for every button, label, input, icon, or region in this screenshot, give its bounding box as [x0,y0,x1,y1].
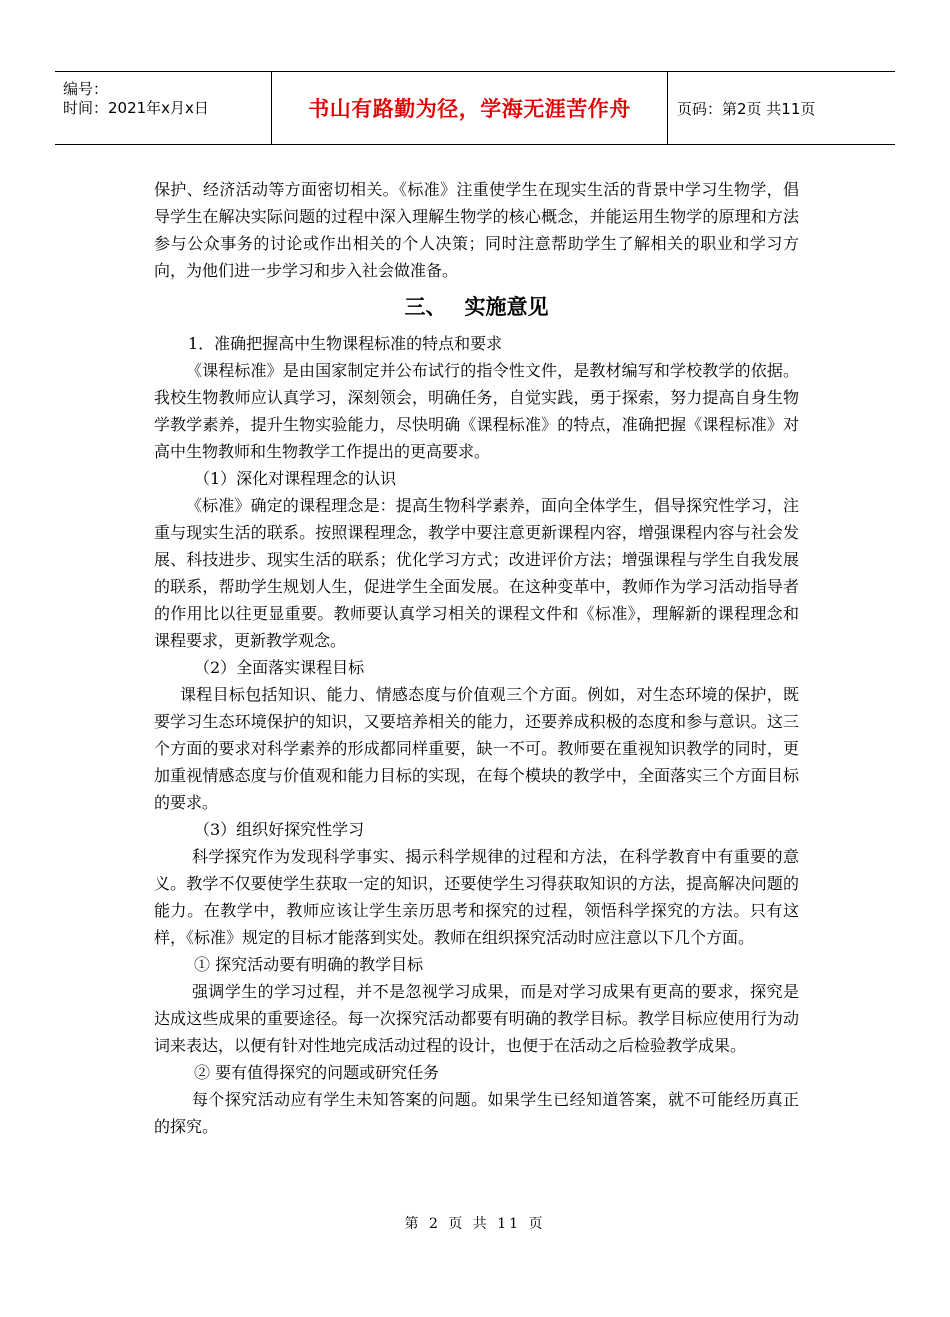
document-number-label: 编号： [63,80,109,98]
header-page-number: 页码：第2页 共11页 [677,99,816,118]
subsection-title-1a: （1）深化对课程理念的认识 [194,469,397,488]
paragraph-standard-intro: 保护、经济活动等方面密切相关。《标准》注重使学生在现实生活的背景中学习生物学，倡导学生在解决实际问题的过程中深入理解生物学的核心概念，并能运用生物学的原理和方法参与公众事务的讨论或作出相关的个人决策；同时注意帮助学生了解相关的职业和学习方向，为他们进一步学习和步入社会做准备。 [154,180,799,280]
page-footer: 第 2 页 共 11 页 [404,1216,546,1232]
paragraph-subsection-1: 《课程标准》是由国家制定并公布试行的指令性文件，是教材编写和学校教学的依据。我校生物教师应认真学习，深刻领会，明确任务，自觉实践，勇于探索，努力提高自身生物学教学素养，提升生物实验能力，尽快明确《课程标准》的特点，准确把握《课程标准》对高中生物教师和生物教学工作提出的更高要求。 [154,361,799,461]
subsection-title-1b: （2）全面落实课程目标 [194,658,365,677]
section-heading-number: 三、 [404,295,447,319]
subsection-title-1c: （3）组织好探究性学习 [194,820,365,839]
subsection-title-1: 1．准确把握高中生物课程标准的特点和要求 [188,334,503,353]
paragraph-item-1: 强调学生的学习过程，并不是忽视学习成果，而是对学习成果有更高的要求，探究是达成这些成果的重要途径。每一次探究活动都要有明确的教学目标。教学目标应使用行为动词来表达，以便有针对性地完成活动过程的设计，也便于在活动之后检验教学成果。 [154,982,799,1055]
motto-text: 书山有路勤为径，学海无涯苦作舟 [308,97,631,121]
section-heading [154,292,799,322]
header-motto-cell [271,72,668,144]
paragraph-item-2: 每个探究活动应有学生未知答案的问题。如果学生已经知道答案，就不可能经历真正的探究。 [154,1090,799,1136]
item-title-1: ① 探究活动要有明确的教学目标 [194,955,424,974]
section-heading-text: 实施意见 [464,295,549,319]
page-header [55,71,895,145]
header-meta-cell [55,72,271,144]
document-time-label: 时间：2021年x月x日 [63,99,209,117]
paragraph-subsection-1a: 《标准》确定的课程理念是：提高生物科学素养，面向全体学生，倡导探究性学习，注重与现实生活的联系。按照课程理念，教学中要注意更新课程内容，增强课程内容与社会发展、科技进步、现实生活的联系；优化学习方式；改进评价方法；增强课程与学生自我发展的联系，帮助学生规划人生，促进学生全面发展。在这种变革中，教师作为学习活动指导者的作用比以往更显重要。教师要认真学习相关的课程文件和《标准》，理解新的课程理念和课程要求，更新教学观念。 [154,496,799,650]
paragraph-subsection-1c: 科学探究作为发现科学事实、揭示科学规律的过程和方法，在科学教育中有重要的意义。教学不仅要使学生获取一定的知识，还要使学生习得获取知识的方法，提高解决问题的能力。在教学中，教师应该让学生亲历思考和探究的过程，领悟科学探究的方法。只有这样，《标准》规定的目标才能落到实处。教师在组织探究活动时应注意以下几个方面。 [154,847,799,947]
item-title-2: ② 要有值得探究的问题或研究任务 [194,1063,440,1082]
document-body [154,176,799,1140]
paragraph-subsection-1b: 课程目标包括知识、能力、情感态度与价值观三个方面。例如，对生态环境的保护，既要学习生态环境保护的知识，又要培养相关的能力，还要养成积极的态度和参与意识。这三个方面的要求对科学素养的形成都同样重要，缺一不可。教师要在重视知识教学的同时，更加重视情感态度与价值观和能力目标的实现，在每个模块的教学中，全面落实三个方面目标的要求。 [154,685,799,812]
header-page-cell [667,72,895,144]
